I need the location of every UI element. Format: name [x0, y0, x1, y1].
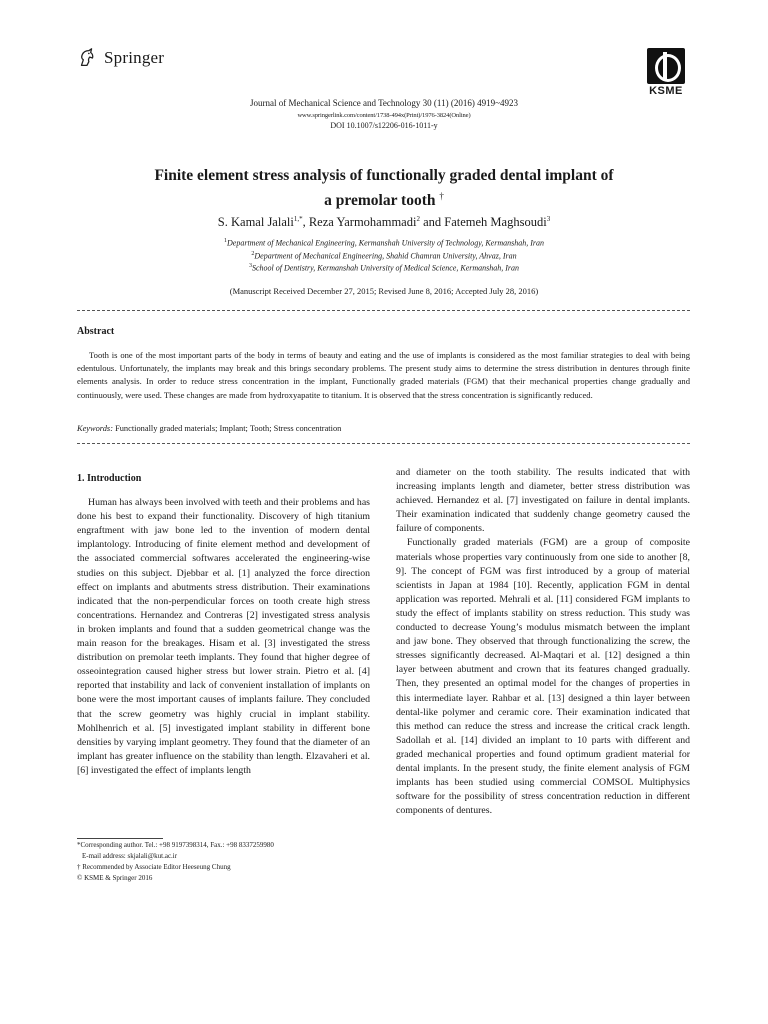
- author-sup: 2: [416, 215, 420, 223]
- doi: DOI 10.1007/s12206-016-1011-y: [330, 121, 438, 130]
- footnote-recommended: † Recommended by Associate Editor Heeseung Chung: [77, 863, 231, 871]
- footnote-email: [77, 851, 370, 861]
- divider: [77, 310, 690, 311]
- author-separator: ,: [302, 215, 309, 230]
- ksme-logo-text: KSME: [649, 85, 683, 97]
- section-heading: 1. Introduction: [77, 473, 142, 484]
- right-column: [396, 466, 690, 818]
- springer-horse-icon: [76, 47, 98, 69]
- author-sup: 3: [546, 215, 551, 223]
- keywords-label: Keywords:: [77, 424, 113, 433]
- keywords-list: Functionally graded materials; Implant; Tooth; Stress concentration: [112, 424, 342, 433]
- journal-citation: Journal of Mechanical Science and Technology 30 (11) (2016) 4919~4923: [250, 98, 518, 108]
- author-separator: and: [419, 215, 445, 230]
- paper-title: [80, 166, 688, 211]
- author-name: Fatemeh Maghsoudi: [444, 215, 547, 230]
- affiliation-text: School of Dentistry, Kermanshah University of Medical Science, Kermanshah, Iran: [251, 263, 520, 273]
- author-name: S. Kamal Jalali: [217, 215, 294, 230]
- abstract-text: Tooth is one of the most important parts of the body in terms of beauty and eating and the use of implants is considered as the most familiar strategies to deal with being edentulous. Unfortunately, the implants may break and this brings secondary problems. The present study aims to determine the stress distribution in dentures through finite elements analysis. In order to reduce stress concentration in the implant, Functionally graded materials (FGM) that their mechanical properties change gradually and continuously, were used. These changes are made from hydroxyapatite to titanium. It is observed that the stress concentration is significantly reduced.: [77, 350, 690, 400]
- intro-paragraph: Human has always been involved with teeth and their problems and has done his best to expand their functionality. Discovery of high titanium engraftment with jaw bone led to the invention of modern dental implantology. Introducing of finite element method and development of the associated commercial softwares accelerated the engineering-wise studies on this subject. Djebbar et al. [1] analyzed the force direction effect on implants and abutments stress distribution. Their examinations indicated that the non-perpendicular forces on tooth create high stress concentrations. Hernandez and Contreras [2] investigated stress analysis in broken implants and found that a sudden geometrical change was the main reason for the breakages. Hisam et al. [3] investigated the stress distribution on premolar teeth implants. They found that higher degree of osseointegration caused higher stress but lower strain. Pietro et al. [4] reported that instability and lack of convenient installation of implants on bone were the most important causes of implants failure. They concluded that the screw geometry was highly crucial in implant stability. Mohlhenrich et al. [5] investigated implant stability in different bone densities by varying implant geometry. They found that the diameter of an implant has greater influence on the stability than length. Elzavaheri et al. [6] investigated the effect of implants length: [77, 497, 370, 776]
- keywords: [77, 424, 690, 433]
- ksme-logo: [647, 48, 685, 97]
- manuscript-dates: (Manuscript Received December 27, 2015; Revised June 8, 2016; Accepted July 28, 2016): [229, 286, 539, 296]
- affiliation: [0, 238, 768, 248]
- affiliation-sup: 1: [224, 238, 227, 244]
- affiliation-text: Department of Mechanical Engineering, Kermanshah University of Technology, Kermanshah, Iran: [227, 238, 544, 248]
- intro-paragraph: Functionally graded materials (FGM) are a group of composite materials whose properties vary continuously from one side to another [8, 9]. The concept of FGM was first introduced by a group of material scientists in Japan at 1984 [10]. Recently, application FGM in dental application was reported. Mehrali et al. [11] considered FGM implants to study the effect of implants stability on stress reduction. This study was conducted to decrease Young’s modulus mismatch between the implant and jaw bone. They observed that through functionalizing the screw, the stresses significantly decreased. Al-Maqtari et al. [12] designed a thin layer between abutment and crown that its features changed gradually. Then, they presented an optimal model for the changes of properties in this intermediate layer. Rahbar et al. [13] designed a thin layer between dental-like polymer and ceramic core. Their examination indicated that this method can reduce the stress and increase the critical crack length. Sadollah et al. [14] divided an implant to 10 parts with different and graded mechanical properties and found optimum gradient material for dental implants. In the present study, the finite element analysis of FGM implants has been studied using commercial COMSOL Multiphysics software for the possibility of stress concentration reduction in different components of dentures.: [396, 537, 690, 817]
- email-text: E-mail address: skjalali@kut.ac.ir: [82, 852, 178, 860]
- affiliation-sup: 3: [248, 263, 252, 269]
- divider: [77, 443, 690, 444]
- author-list: [0, 215, 768, 230]
- left-column: [77, 472, 370, 778]
- journal-url: www.springerlink.com/content/1738-494x(Print)/1976-3824(Online): [297, 112, 471, 119]
- footnote-copyright: © KSME & Springer 2016: [77, 874, 153, 882]
- affiliation: [0, 263, 768, 273]
- footnote-corresponding: *Corresponding author. Tel.: +98 9197398314, Fax.: +98 8337259980: [77, 841, 274, 849]
- title-line-1: Finite element stress analysis of functionally graded dental implant of: [154, 167, 614, 184]
- author-sup: 1,*: [293, 215, 303, 223]
- footnote-divider: [77, 838, 163, 839]
- title-line-2: a premolar tooth: [324, 192, 436, 210]
- affiliation-text: Department of Mechanical Engineering, Shahid Chamran University, Ahvaz, Iran: [254, 251, 517, 261]
- affiliation: [0, 251, 768, 261]
- publisher-name: Springer: [104, 48, 165, 67]
- author-name: Reza Yarmohammadi: [308, 215, 417, 230]
- affiliation-sup: 2: [251, 251, 255, 257]
- ksme-emblem-icon: [647, 48, 685, 84]
- abstract-heading: Abstract: [77, 326, 115, 337]
- intro-paragraph: and diameter on the tooth stability. The results indicated that with increasing implants length and diameter, better stress distribution was achieved. Hernandez et al. [7] investigated on failure in dental implants. Their examination indicated that suddenly change geometry caused the failure of components.: [396, 467, 690, 535]
- springer-logo: [76, 47, 164, 69]
- title-footnote-mark: †: [439, 191, 444, 201]
